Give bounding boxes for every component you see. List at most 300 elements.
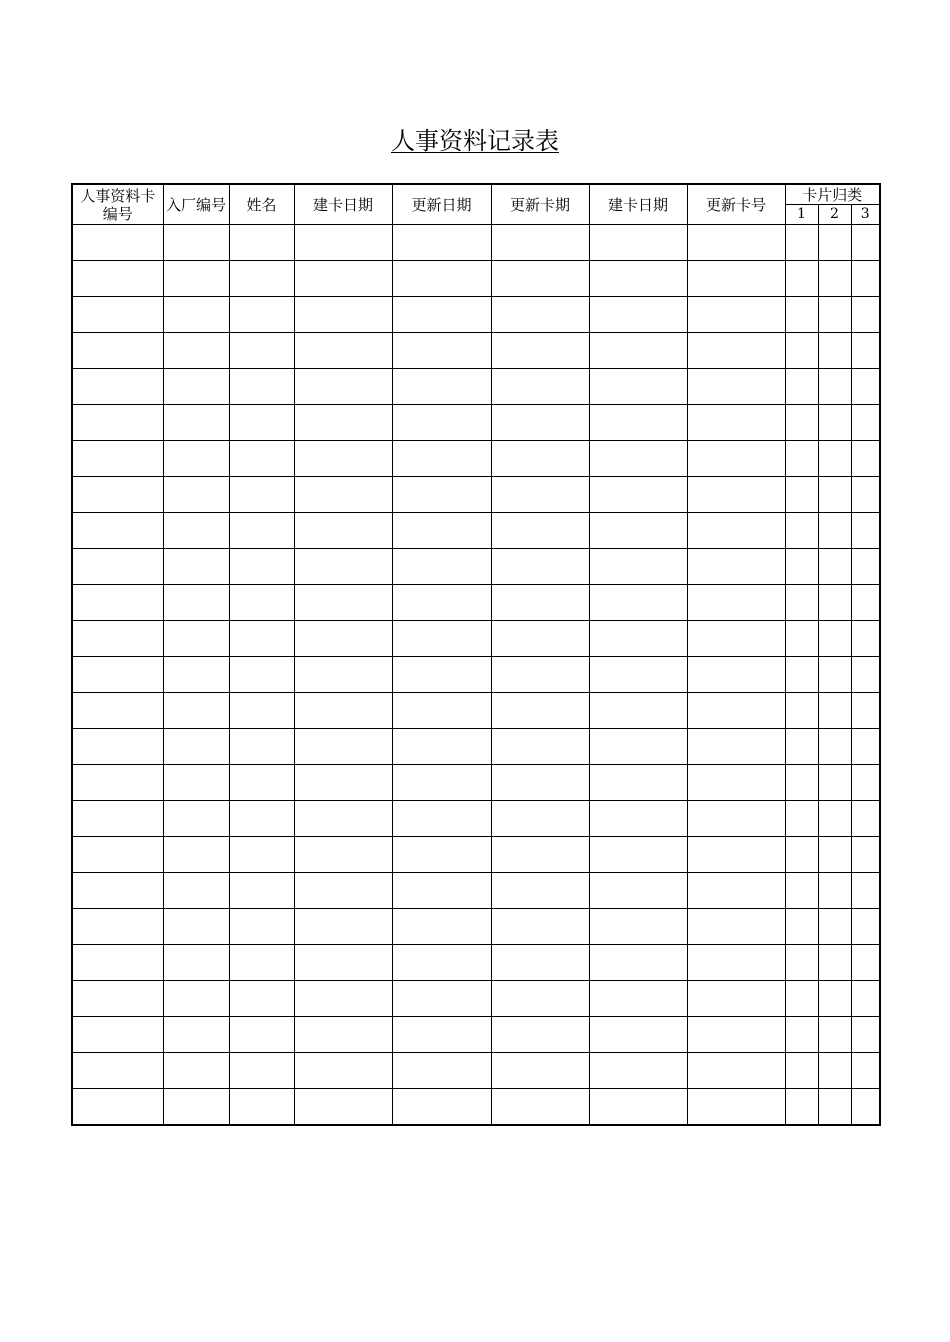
cell-class-3[interactable]	[851, 549, 880, 585]
header-update-card: 更新卡期	[491, 184, 589, 225]
cell-update-card-no[interactable]	[687, 909, 785, 945]
cell-entry-no[interactable]	[163, 225, 229, 261]
cell-create-date-2[interactable]	[589, 621, 687, 657]
cell-class-3[interactable]	[851, 513, 880, 549]
cell-class-1[interactable]	[785, 1089, 818, 1126]
cell-class-1[interactable]	[785, 441, 818, 477]
table-row	[72, 801, 880, 837]
cell-update-card-no[interactable]	[687, 693, 785, 729]
table-row	[72, 837, 880, 873]
cell-update-card[interactable]	[491, 261, 589, 297]
cell-update-card[interactable]	[491, 621, 589, 657]
cell-class-2[interactable]	[818, 261, 851, 297]
cell-entry-no[interactable]	[163, 261, 229, 297]
cell-card-no[interactable]	[72, 297, 163, 333]
cell-update-card[interactable]	[491, 369, 589, 405]
cell-update-card[interactable]	[491, 873, 589, 909]
table-row	[72, 945, 880, 981]
cell-class-3[interactable]	[851, 945, 880, 981]
cell-class-2[interactable]	[818, 513, 851, 549]
cell-class-3[interactable]	[851, 261, 880, 297]
cell-class-3[interactable]	[851, 225, 880, 261]
cell-update-card[interactable]	[491, 693, 589, 729]
cell-update-card[interactable]	[491, 1017, 589, 1053]
cell-card-no[interactable]	[72, 1089, 163, 1126]
cell-card-no[interactable]	[72, 909, 163, 945]
cell-class-1[interactable]	[785, 225, 818, 261]
cell-entry-no[interactable]	[163, 837, 229, 873]
cell-class-3[interactable]	[851, 909, 880, 945]
cell-create-date-2[interactable]	[589, 1017, 687, 1053]
cell-card-no[interactable]	[72, 729, 163, 765]
cell-update-date[interactable]	[392, 945, 491, 981]
cell-class-2[interactable]	[818, 765, 851, 801]
cell-create-date-1[interactable]	[294, 369, 392, 405]
cell-class-2[interactable]	[818, 549, 851, 585]
cell-entry-no[interactable]	[163, 1053, 229, 1089]
cell-class-3[interactable]	[851, 585, 880, 621]
cell-entry-no[interactable]	[163, 909, 229, 945]
cell-update-card-no[interactable]	[687, 477, 785, 513]
cell-name[interactable]	[229, 621, 294, 657]
cell-create-date-1[interactable]	[294, 945, 392, 981]
cell-entry-no[interactable]	[163, 369, 229, 405]
cell-update-date[interactable]	[392, 1017, 491, 1053]
cell-update-card[interactable]	[491, 441, 589, 477]
table-row	[72, 333, 880, 369]
cell-name[interactable]	[229, 297, 294, 333]
cell-entry-no[interactable]	[163, 333, 229, 369]
cell-class-1[interactable]	[785, 549, 818, 585]
cell-class-1[interactable]	[785, 729, 818, 765]
cell-name[interactable]	[229, 729, 294, 765]
cell-card-no[interactable]	[72, 369, 163, 405]
cell-class-2[interactable]	[818, 1053, 851, 1089]
cell-create-date-2[interactable]	[589, 837, 687, 873]
cell-card-no[interactable]	[72, 405, 163, 441]
cell-card-no[interactable]	[72, 621, 163, 657]
cell-update-date[interactable]	[392, 585, 491, 621]
cell-card-no[interactable]	[72, 837, 163, 873]
cell-update-date[interactable]	[392, 729, 491, 765]
cell-update-date[interactable]	[392, 657, 491, 693]
table-row	[72, 405, 880, 441]
cell-update-date[interactable]	[392, 621, 491, 657]
table-row	[72, 513, 880, 549]
cell-update-date[interactable]	[392, 873, 491, 909]
cell-create-date-2[interactable]	[589, 981, 687, 1017]
cell-create-date-1[interactable]	[294, 621, 392, 657]
cell-class-1[interactable]	[785, 837, 818, 873]
cell-entry-no[interactable]	[163, 801, 229, 837]
cell-class-3[interactable]	[851, 801, 880, 837]
cell-create-date-1[interactable]	[294, 1089, 392, 1126]
cell-class-2[interactable]	[818, 441, 851, 477]
cell-card-no[interactable]	[72, 1053, 163, 1089]
cell-class-1[interactable]	[785, 261, 818, 297]
cell-entry-no[interactable]	[163, 873, 229, 909]
cell-create-date-1[interactable]	[294, 585, 392, 621]
table-row	[72, 1053, 880, 1089]
cell-entry-no[interactable]	[163, 1017, 229, 1053]
header-update-card-no: 更新卡号	[687, 184, 785, 225]
cell-class-2[interactable]	[818, 297, 851, 333]
cell-update-card-no[interactable]	[687, 981, 785, 1017]
cell-card-no[interactable]	[72, 945, 163, 981]
cell-class-3[interactable]	[851, 1053, 880, 1089]
cell-class-2[interactable]	[818, 405, 851, 441]
cell-class-3[interactable]	[851, 1089, 880, 1126]
cell-card-no[interactable]	[72, 1017, 163, 1053]
cell-update-card-no[interactable]	[687, 513, 785, 549]
cell-create-date-1[interactable]	[294, 1017, 392, 1053]
cell-name[interactable]	[229, 837, 294, 873]
header-create-date-1: 建卡日期	[294, 184, 392, 225]
cell-create-date-1[interactable]	[294, 981, 392, 1017]
cell-create-date-1[interactable]	[294, 549, 392, 585]
cell-class-1[interactable]	[785, 909, 818, 945]
cell-name[interactable]	[229, 765, 294, 801]
cell-update-date[interactable]	[392, 549, 491, 585]
cell-class-1[interactable]	[785, 873, 818, 909]
cell-create-date-2[interactable]	[589, 873, 687, 909]
header-class-3: 3	[851, 205, 880, 225]
cell-class-1[interactable]	[785, 765, 818, 801]
cell-card-no[interactable]	[72, 225, 163, 261]
cell-class-3[interactable]	[851, 621, 880, 657]
cell-update-date[interactable]	[392, 513, 491, 549]
cell-card-no[interactable]	[72, 981, 163, 1017]
cell-update-card-no[interactable]	[687, 801, 785, 837]
cell-create-date-2[interactable]	[589, 729, 687, 765]
cell-update-card-no[interactable]	[687, 441, 785, 477]
cell-class-3[interactable]	[851, 441, 880, 477]
cell-update-card[interactable]	[491, 1053, 589, 1089]
cell-update-date[interactable]	[392, 765, 491, 801]
cell-class-2[interactable]	[818, 909, 851, 945]
cell-entry-no[interactable]	[163, 621, 229, 657]
header-card-no: 人事资料卡编号	[72, 184, 163, 225]
cell-create-date-2[interactable]	[589, 513, 687, 549]
cell-update-card[interactable]	[491, 585, 589, 621]
cell-name[interactable]	[229, 585, 294, 621]
table-row	[72, 693, 880, 729]
cell-class-3[interactable]	[851, 729, 880, 765]
cell-create-date-1[interactable]	[294, 765, 392, 801]
cell-name[interactable]	[229, 513, 294, 549]
cell-update-card-no[interactable]	[687, 585, 785, 621]
cell-update-card-no[interactable]	[687, 873, 785, 909]
cell-class-1[interactable]	[785, 477, 818, 513]
cell-create-date-2[interactable]	[589, 405, 687, 441]
cell-class-1[interactable]	[785, 297, 818, 333]
cell-name[interactable]	[229, 801, 294, 837]
cell-create-date-1[interactable]	[294, 441, 392, 477]
cell-class-3[interactable]	[851, 405, 880, 441]
cell-create-date-2[interactable]	[589, 1089, 687, 1126]
cell-class-2[interactable]	[818, 837, 851, 873]
cell-create-date-1[interactable]	[294, 297, 392, 333]
cell-card-no[interactable]	[72, 477, 163, 513]
cell-update-date[interactable]	[392, 1053, 491, 1089]
cell-class-2[interactable]	[818, 333, 851, 369]
cell-update-date[interactable]	[392, 297, 491, 333]
cell-update-card[interactable]	[491, 1089, 589, 1126]
cell-class-2[interactable]	[818, 225, 851, 261]
cell-update-date[interactable]	[392, 441, 491, 477]
cell-entry-no[interactable]	[163, 297, 229, 333]
cell-class-3[interactable]	[851, 657, 880, 693]
cell-class-3[interactable]	[851, 693, 880, 729]
cell-update-card-no[interactable]	[687, 225, 785, 261]
cell-update-date[interactable]	[392, 801, 491, 837]
cell-create-date-2[interactable]	[589, 261, 687, 297]
cell-name[interactable]	[229, 549, 294, 585]
header-class-1: 1	[785, 205, 818, 225]
cell-card-no[interactable]	[72, 873, 163, 909]
cell-class-2[interactable]	[818, 981, 851, 1017]
cell-class-2[interactable]	[818, 729, 851, 765]
cell-create-date-1[interactable]	[294, 729, 392, 765]
cell-create-date-2[interactable]	[589, 297, 687, 333]
cell-update-card[interactable]	[491, 657, 589, 693]
cell-class-3[interactable]	[851, 981, 880, 1017]
cell-create-date-1[interactable]	[294, 837, 392, 873]
cell-create-date-1[interactable]	[294, 477, 392, 513]
cell-class-1[interactable]	[785, 405, 818, 441]
cell-create-date-1[interactable]	[294, 873, 392, 909]
cell-name[interactable]	[229, 693, 294, 729]
cell-update-card[interactable]	[491, 765, 589, 801]
cell-update-card[interactable]	[491, 513, 589, 549]
cell-entry-no[interactable]	[163, 1089, 229, 1126]
cell-update-date[interactable]	[392, 981, 491, 1017]
cell-update-card-no[interactable]	[687, 1089, 785, 1126]
cell-update-card-no[interactable]	[687, 729, 785, 765]
cell-create-date-2[interactable]	[589, 585, 687, 621]
cell-update-card-no[interactable]	[687, 1017, 785, 1053]
cell-update-card-no[interactable]	[687, 657, 785, 693]
cell-card-no[interactable]	[72, 261, 163, 297]
cell-update-card-no[interactable]	[687, 333, 785, 369]
cell-name[interactable]	[229, 441, 294, 477]
cell-class-3[interactable]	[851, 765, 880, 801]
cell-class-3[interactable]	[851, 369, 880, 405]
cell-update-card[interactable]	[491, 405, 589, 441]
cell-class-2[interactable]	[818, 477, 851, 513]
cell-name[interactable]	[229, 1089, 294, 1126]
cell-name[interactable]	[229, 873, 294, 909]
cell-update-date[interactable]	[392, 837, 491, 873]
cell-update-card-no[interactable]	[687, 1053, 785, 1089]
cell-card-no[interactable]	[72, 585, 163, 621]
cell-class-2[interactable]	[818, 801, 851, 837]
cell-card-no[interactable]	[72, 657, 163, 693]
cell-update-card[interactable]	[491, 837, 589, 873]
cell-entry-no[interactable]	[163, 405, 229, 441]
cell-name[interactable]	[229, 333, 294, 369]
cell-update-card[interactable]	[491, 729, 589, 765]
cell-create-date-1[interactable]	[294, 909, 392, 945]
cell-update-date[interactable]	[392, 225, 491, 261]
cell-update-date[interactable]	[392, 1089, 491, 1126]
cell-name[interactable]	[229, 477, 294, 513]
cell-update-card-no[interactable]	[687, 837, 785, 873]
cell-create-date-2[interactable]	[589, 477, 687, 513]
document-title-text: 人事资料记录表	[391, 127, 559, 155]
cell-name[interactable]	[229, 981, 294, 1017]
cell-class-2[interactable]	[818, 1017, 851, 1053]
cell-name[interactable]	[229, 1017, 294, 1053]
cell-class-3[interactable]	[851, 1017, 880, 1053]
cell-create-date-1[interactable]	[294, 693, 392, 729]
cell-class-1[interactable]	[785, 621, 818, 657]
cell-create-date-2[interactable]	[589, 657, 687, 693]
cell-entry-no[interactable]	[163, 513, 229, 549]
cell-card-no[interactable]	[72, 513, 163, 549]
cell-update-date[interactable]	[392, 909, 491, 945]
cell-card-no[interactable]	[72, 801, 163, 837]
cell-update-card-no[interactable]	[687, 549, 785, 585]
cell-update-card-no[interactable]	[687, 765, 785, 801]
table-row	[72, 225, 880, 261]
cell-class-2[interactable]	[818, 369, 851, 405]
cell-create-date-2[interactable]	[589, 765, 687, 801]
cell-update-card[interactable]	[491, 801, 589, 837]
cell-update-date[interactable]	[392, 477, 491, 513]
cell-class-3[interactable]	[851, 837, 880, 873]
cell-update-card[interactable]	[491, 909, 589, 945]
cell-create-date-1[interactable]	[294, 657, 392, 693]
cell-update-date[interactable]	[392, 261, 491, 297]
cell-create-date-2[interactable]	[589, 693, 687, 729]
cell-card-no[interactable]	[72, 765, 163, 801]
cell-class-1[interactable]	[785, 333, 818, 369]
cell-name[interactable]	[229, 657, 294, 693]
cell-card-no[interactable]	[72, 549, 163, 585]
cell-entry-no[interactable]	[163, 549, 229, 585]
cell-create-date-2[interactable]	[589, 441, 687, 477]
cell-create-date-2[interactable]	[589, 909, 687, 945]
cell-entry-no[interactable]	[163, 441, 229, 477]
cell-create-date-2[interactable]	[589, 945, 687, 981]
cell-class-2[interactable]	[818, 945, 851, 981]
cell-create-date-2[interactable]	[589, 801, 687, 837]
cell-update-card-no[interactable]	[687, 621, 785, 657]
cell-create-date-1[interactable]	[294, 261, 392, 297]
cell-entry-no[interactable]	[163, 477, 229, 513]
cell-entry-no[interactable]	[163, 693, 229, 729]
cell-update-date[interactable]	[392, 333, 491, 369]
cell-card-no[interactable]	[72, 333, 163, 369]
cell-card-no[interactable]	[72, 693, 163, 729]
cell-update-card[interactable]	[491, 477, 589, 513]
cell-create-date-1[interactable]	[294, 405, 392, 441]
cell-create-date-2[interactable]	[589, 369, 687, 405]
cell-update-date[interactable]	[392, 369, 491, 405]
cell-update-card[interactable]	[491, 225, 589, 261]
cell-update-card[interactable]	[491, 297, 589, 333]
cell-update-card[interactable]	[491, 549, 589, 585]
cell-update-card-no[interactable]	[687, 261, 785, 297]
cell-create-date-2[interactable]	[589, 1053, 687, 1089]
cell-class-1[interactable]	[785, 513, 818, 549]
cell-class-3[interactable]	[851, 477, 880, 513]
cell-update-card[interactable]	[491, 945, 589, 981]
cell-class-2[interactable]	[818, 621, 851, 657]
cell-create-date-1[interactable]	[294, 225, 392, 261]
cell-class-3[interactable]	[851, 297, 880, 333]
cell-update-card-no[interactable]	[687, 945, 785, 981]
cell-create-date-2[interactable]	[589, 225, 687, 261]
table-row	[72, 477, 880, 513]
cell-class-2[interactable]	[818, 657, 851, 693]
table-row	[72, 441, 880, 477]
table-row	[72, 297, 880, 333]
cell-class-1[interactable]	[785, 801, 818, 837]
cell-name[interactable]	[229, 369, 294, 405]
cell-class-2[interactable]	[818, 585, 851, 621]
cell-class-1[interactable]	[785, 1017, 818, 1053]
cell-create-date-2[interactable]	[589, 333, 687, 369]
cell-class-3[interactable]	[851, 873, 880, 909]
cell-class-1[interactable]	[785, 1053, 818, 1089]
cell-entry-no[interactable]	[163, 585, 229, 621]
cell-create-date-2[interactable]	[589, 549, 687, 585]
table-row	[72, 1017, 880, 1053]
cell-entry-no[interactable]	[163, 657, 229, 693]
header-create-date-2: 建卡日期	[589, 184, 687, 225]
cell-update-card-no[interactable]	[687, 297, 785, 333]
cell-class-3[interactable]	[851, 333, 880, 369]
cell-update-card[interactable]	[491, 981, 589, 1017]
cell-class-2[interactable]	[818, 1089, 851, 1126]
table-row	[72, 657, 880, 693]
cell-class-1[interactable]	[785, 945, 818, 981]
cell-class-1[interactable]	[785, 981, 818, 1017]
cell-class-1[interactable]	[785, 657, 818, 693]
cell-name[interactable]	[229, 909, 294, 945]
cell-update-date[interactable]	[392, 405, 491, 441]
cell-name[interactable]	[229, 945, 294, 981]
cell-update-date[interactable]	[392, 693, 491, 729]
cell-class-2[interactable]	[818, 693, 851, 729]
cell-card-no[interactable]	[72, 441, 163, 477]
cell-name[interactable]	[229, 261, 294, 297]
cell-update-card-no[interactable]	[687, 405, 785, 441]
cell-update-card[interactable]	[491, 333, 589, 369]
cell-class-1[interactable]	[785, 585, 818, 621]
cell-create-date-1[interactable]	[294, 801, 392, 837]
cell-update-card-no[interactable]	[687, 369, 785, 405]
cell-name[interactable]	[229, 1053, 294, 1089]
cell-class-2[interactable]	[818, 873, 851, 909]
cell-create-date-1[interactable]	[294, 333, 392, 369]
cell-entry-no[interactable]	[163, 765, 229, 801]
cell-create-date-1[interactable]	[294, 513, 392, 549]
document-title	[0, 126, 950, 156]
cell-entry-no[interactable]	[163, 981, 229, 1017]
cell-name[interactable]	[229, 225, 294, 261]
cell-class-1[interactable]	[785, 369, 818, 405]
cell-entry-no[interactable]	[163, 729, 229, 765]
cell-class-1[interactable]	[785, 693, 818, 729]
cell-name[interactable]	[229, 405, 294, 441]
header-classification: 卡片归类	[785, 184, 880, 205]
table-row	[72, 765, 880, 801]
cell-entry-no[interactable]	[163, 945, 229, 981]
cell-create-date-1[interactable]	[294, 1053, 392, 1089]
